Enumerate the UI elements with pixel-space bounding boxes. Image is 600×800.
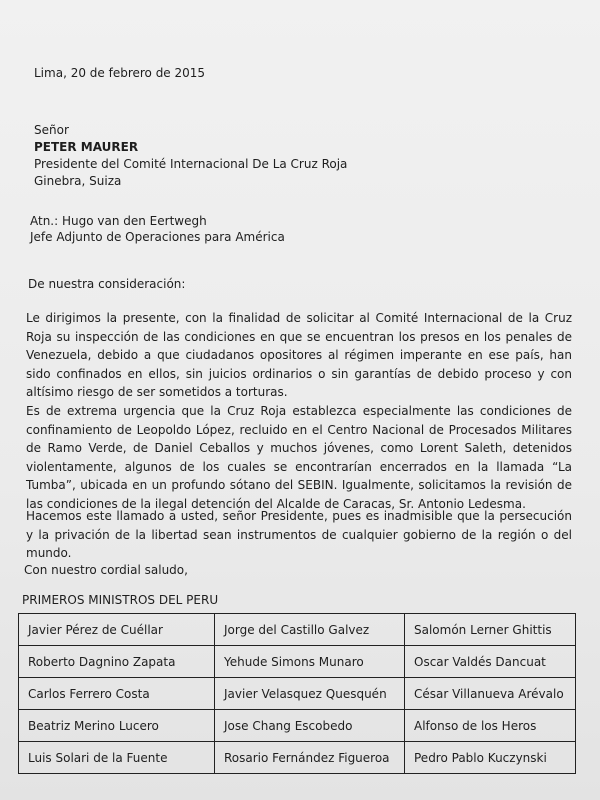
table-row xyxy=(19,646,576,678)
body-paragraph: Le dirigimos la presente, con la finalidad de solicitar al Comité Internacional de la Cruz Roja su inspección de las condiciones en que se encuentran los presos en los penales de Venezuela, debido a que ciudadanos opositores al régimen imperante en ese país, han sido confinados en ellos, sin juicios ordinarios o sin garantías de debido proceso y con altísimo riesgo de ser sometidos a torturas. xyxy=(26,311,572,399)
attention-role: Jefe Adjunto de Operaciones para América xyxy=(30,230,285,244)
recipient-title: Señor xyxy=(34,123,69,137)
signatory-cell: Rosario Fernández Figueroa xyxy=(215,742,405,774)
signatory-cell: Oscar Valdés Dancuat xyxy=(405,646,576,678)
recipient-location: Ginebra, Suiza xyxy=(34,174,122,188)
signatory-cell: Jose Chang Escobedo xyxy=(215,710,405,742)
table-row xyxy=(19,678,576,710)
signatory-cell: Javier Pérez de Cuéllar xyxy=(19,614,215,646)
signatories-table xyxy=(18,613,576,774)
signatory-cell: Luis Solari de la Fuente xyxy=(19,742,215,774)
body-paragraph: Hacemos este llamado a usted, señor Presidente, pues es inadmisible que la persecución y la privación de la libertad sean instrumentos de cualquier gobierno de la región o del mundo. xyxy=(26,509,572,560)
recipient-name: PETER MAURER xyxy=(34,140,139,154)
table-row xyxy=(19,742,576,774)
table-row xyxy=(19,614,576,646)
signatory-cell: Yehude Simons Munaro xyxy=(215,646,405,678)
signatory-cell: Javier Velasquez Quesquén xyxy=(215,678,405,710)
signatory-cell: César Villanueva Arévalo xyxy=(405,678,576,710)
signatory-cell: Jorge del Castillo Galvez xyxy=(215,614,405,646)
signatory-cell: Salomón Lerner Ghittis xyxy=(405,614,576,646)
signatory-cell: Pedro Pablo Kuczynski xyxy=(405,742,576,774)
letter-date: Lima, 20 de febrero de 2015 xyxy=(34,66,206,80)
signatories-heading: PRIMEROS MINISTROS DEL PERU xyxy=(22,593,219,607)
signatory-cell: Alfonso de los Heros xyxy=(405,710,576,742)
greeting: De nuestra consideración: xyxy=(28,277,186,291)
closing: Con nuestro cordial saludo, xyxy=(24,563,188,577)
recipient-role: Presidente del Comité Internacional De La Cruz Roja xyxy=(34,157,348,171)
body-paragraph: Es de extrema urgencia que la Cruz Roja establezca especialmente las condiciones de confinamiento de Leopoldo López, recluido en el Centro Nacional de Procesados Militares de Ramo Verde, de Daniel Ceballos y muchos jóvenes, como Lorent Saleth, detenidos violentamente, algunos de los cuales se encontrarían encerrados en la llamada “La Tumba”, ubicada en un profundo sótano del SEBIN. Igualmente, solicitamos la revisión de las condiciones de la ilegal detención del Alcalde de Caracas, Sr. Antonio Ledesma. xyxy=(26,404,572,511)
table-row xyxy=(19,710,576,742)
signatory-cell: Carlos Ferrero Costa xyxy=(19,678,215,710)
signatory-cell: Beatriz Merino Lucero xyxy=(19,710,215,742)
attention-line: Atn.: Hugo van den Eertwegh xyxy=(30,214,207,228)
signatory-cell: Roberto Dagnino Zapata xyxy=(19,646,215,678)
